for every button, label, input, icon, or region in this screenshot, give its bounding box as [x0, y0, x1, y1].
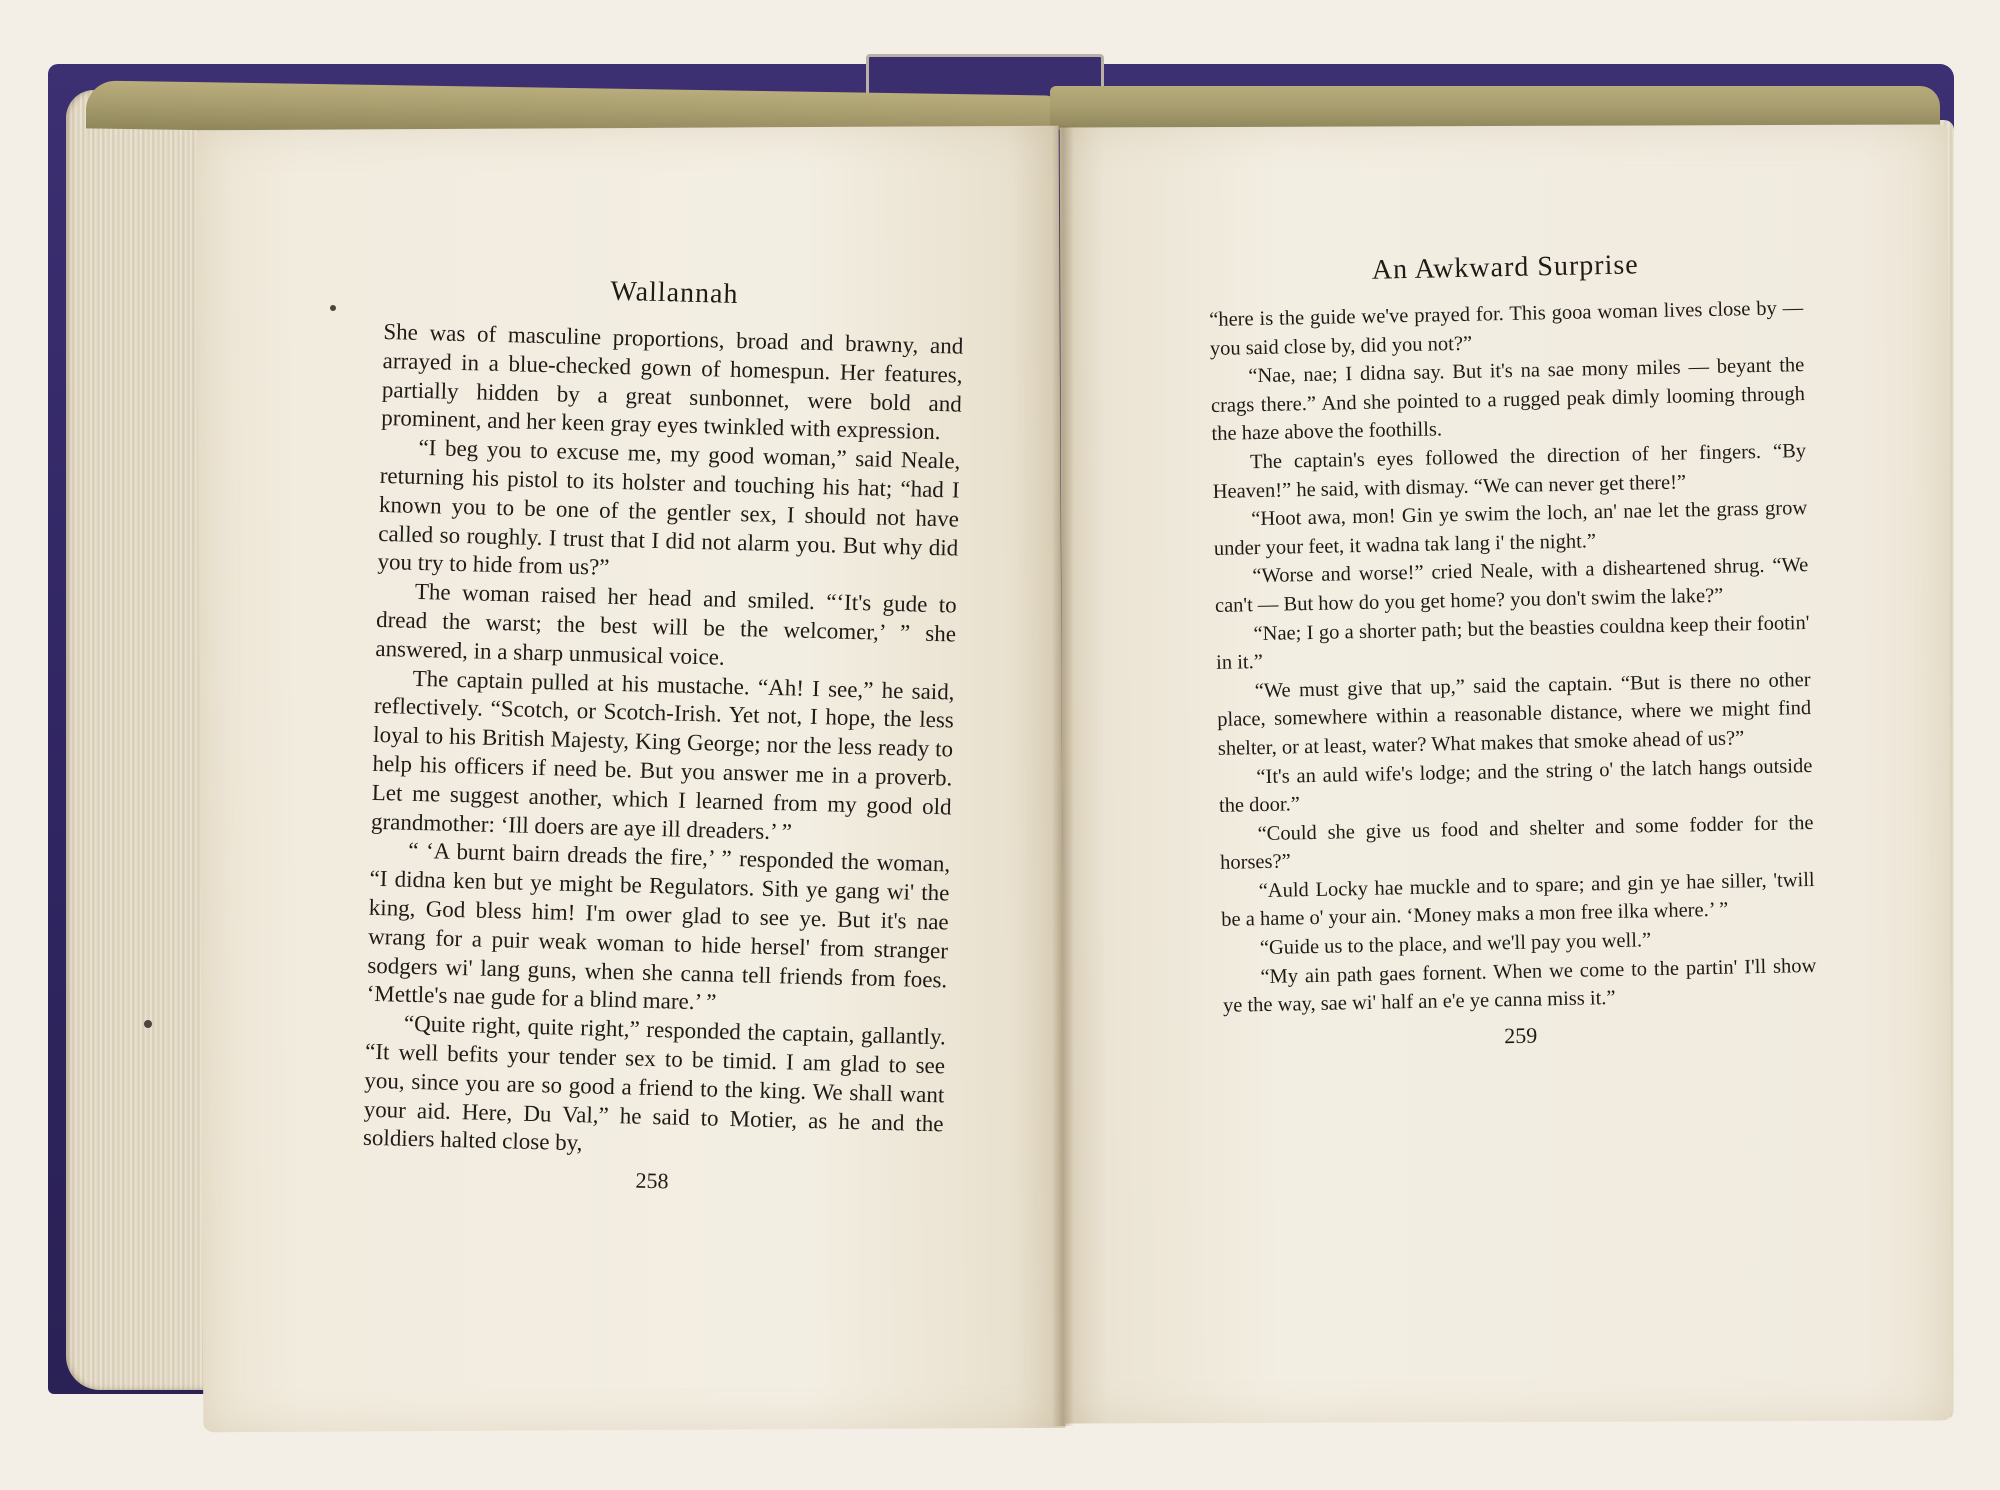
paragraph: The captain's eyes followed the direction of her fingers. “By Heaven!” he said, with dismay. “We can never get there!”	[1212, 440, 1807, 503]
ink-speck	[144, 1020, 152, 1028]
paragraph: “ ‘A burnt bairn dreads the fire,’ ” responded the woman, “I didna ken but ye might be Regulators. Sith ye gang wi' the king, God bless him! I'm ower glad to see ye. But it's nae wrang for a puir weak woman to hide hersel' from stranger sodgers wi' lang guns, when she canna tell friends from foes. ‘Mettle's nae gude for a blind mare.’ ”	[366, 838, 951, 1015]
page-number-left: 258	[635, 1167, 669, 1194]
book-gutter	[1052, 126, 1074, 1426]
paragraph: “We must give that up,” said the captain. “But is there no other place, somewhere within a reasonable distance, where we might find shelter, or at least, water? What makes that smoke ahead of us?”	[1217, 668, 1812, 760]
gilt-top-edge-right	[1050, 86, 1940, 130]
right-page-text	[1208, 246, 1818, 1055]
paragraph: “Guide us to the place, and we'll pay you well.”	[1259, 929, 1652, 960]
paragraph: “Nae, nae; I didna say. But it's na sae mony miles — beyant the crags there.” And she pointed to a rugged peak dimly looming through the haze above the foothills.	[1210, 354, 1806, 446]
paragraph: “here is the guide we've prayed for. This gooa woman lives close by — you said close by, did you not?”	[1209, 297, 1804, 360]
paragraph: “Could she give us food and shelter and some fodder for the horses?”	[1219, 811, 1814, 875]
running-head-left: Wallannah	[610, 275, 739, 310]
left-page-text	[362, 270, 965, 1201]
page-number-right: 259	[1503, 1022, 1538, 1049]
paragraph: “Auld Locky hae muckle and to spare; and gin ye hae siller, 'twill be a hame o' your ain. ‘Money maks a mon free ilka where.’ ”	[1221, 868, 1815, 932]
paragraph: The captain pulled at his mustache. “Ah! I see,” he said, reflectively. “Scotch, or Scotch-Irish. Yet not, I hope, the less loyal to his British Majesty, King George; nor the less ready to help his officers if need be. But you answer me in a proverb. Let me suggest another, which I learned from my good old grandmother: ‘Ill doers are aye ill dreaders.’ ”	[370, 665, 955, 845]
paragraph: “Worse and worse!” cried Neale, with a disheartened shrug. “We can't — But how do you get home? you don't swim the lake?”	[1214, 554, 1809, 617]
paragraph: The woman raised her head and smiled. “‘It's gude to dread the warst; the best will be the welcomer,’ ” she answered, in a sharp unmusical voice.	[375, 579, 958, 670]
running-head-right: An Awkward Surprise	[1371, 249, 1639, 286]
ink-speck	[330, 305, 336, 311]
paragraph: She was of masculine proportions, broad and brawny, and arrayed in a blue-checked gown of homespun. Her features, partially hidden by a great sunbonnet, were bold and prominent, and her keen gray eyes twinkled with expression.	[380, 318, 964, 445]
paragraph: “Nae; I go a shorter path; but the beasties couldna keep their footin' in it.”	[1215, 611, 1810, 675]
paragraph: “Hoot awa, mon! Gin ye swim the loch, an' nae let the grass grow under your feet, it wadna tak lang i' the night.”	[1213, 497, 1808, 560]
paragraph: “It's an auld wife's lodge; and the string o' the latch hangs outside the door.”	[1218, 754, 1813, 817]
paragraph: “My ain path gaes fornent. When we come to the partin' I'll show ye the way, sae wi' half an e'e ye canna miss it.”	[1222, 954, 1817, 1018]
paragraph: “I beg you to excuse me, my good woman,” said Neale, returning his pistol to its holster and touching his hat; “had I known you to be one of the gentler sex, I should not have called so roughly. I trust that I did not alarm you. But why did you try to hide from us?”	[377, 435, 961, 581]
paragraph: “Quite right, quite right,” responded the captain, gallantly. “It well befits your tender sex to be timid. I am glad to see you, since you are so good a friend to the king. We shall want your aid. Here, Du Val,” he said to Motier, as he and the soldiers halted close by,	[362, 1010, 947, 1156]
